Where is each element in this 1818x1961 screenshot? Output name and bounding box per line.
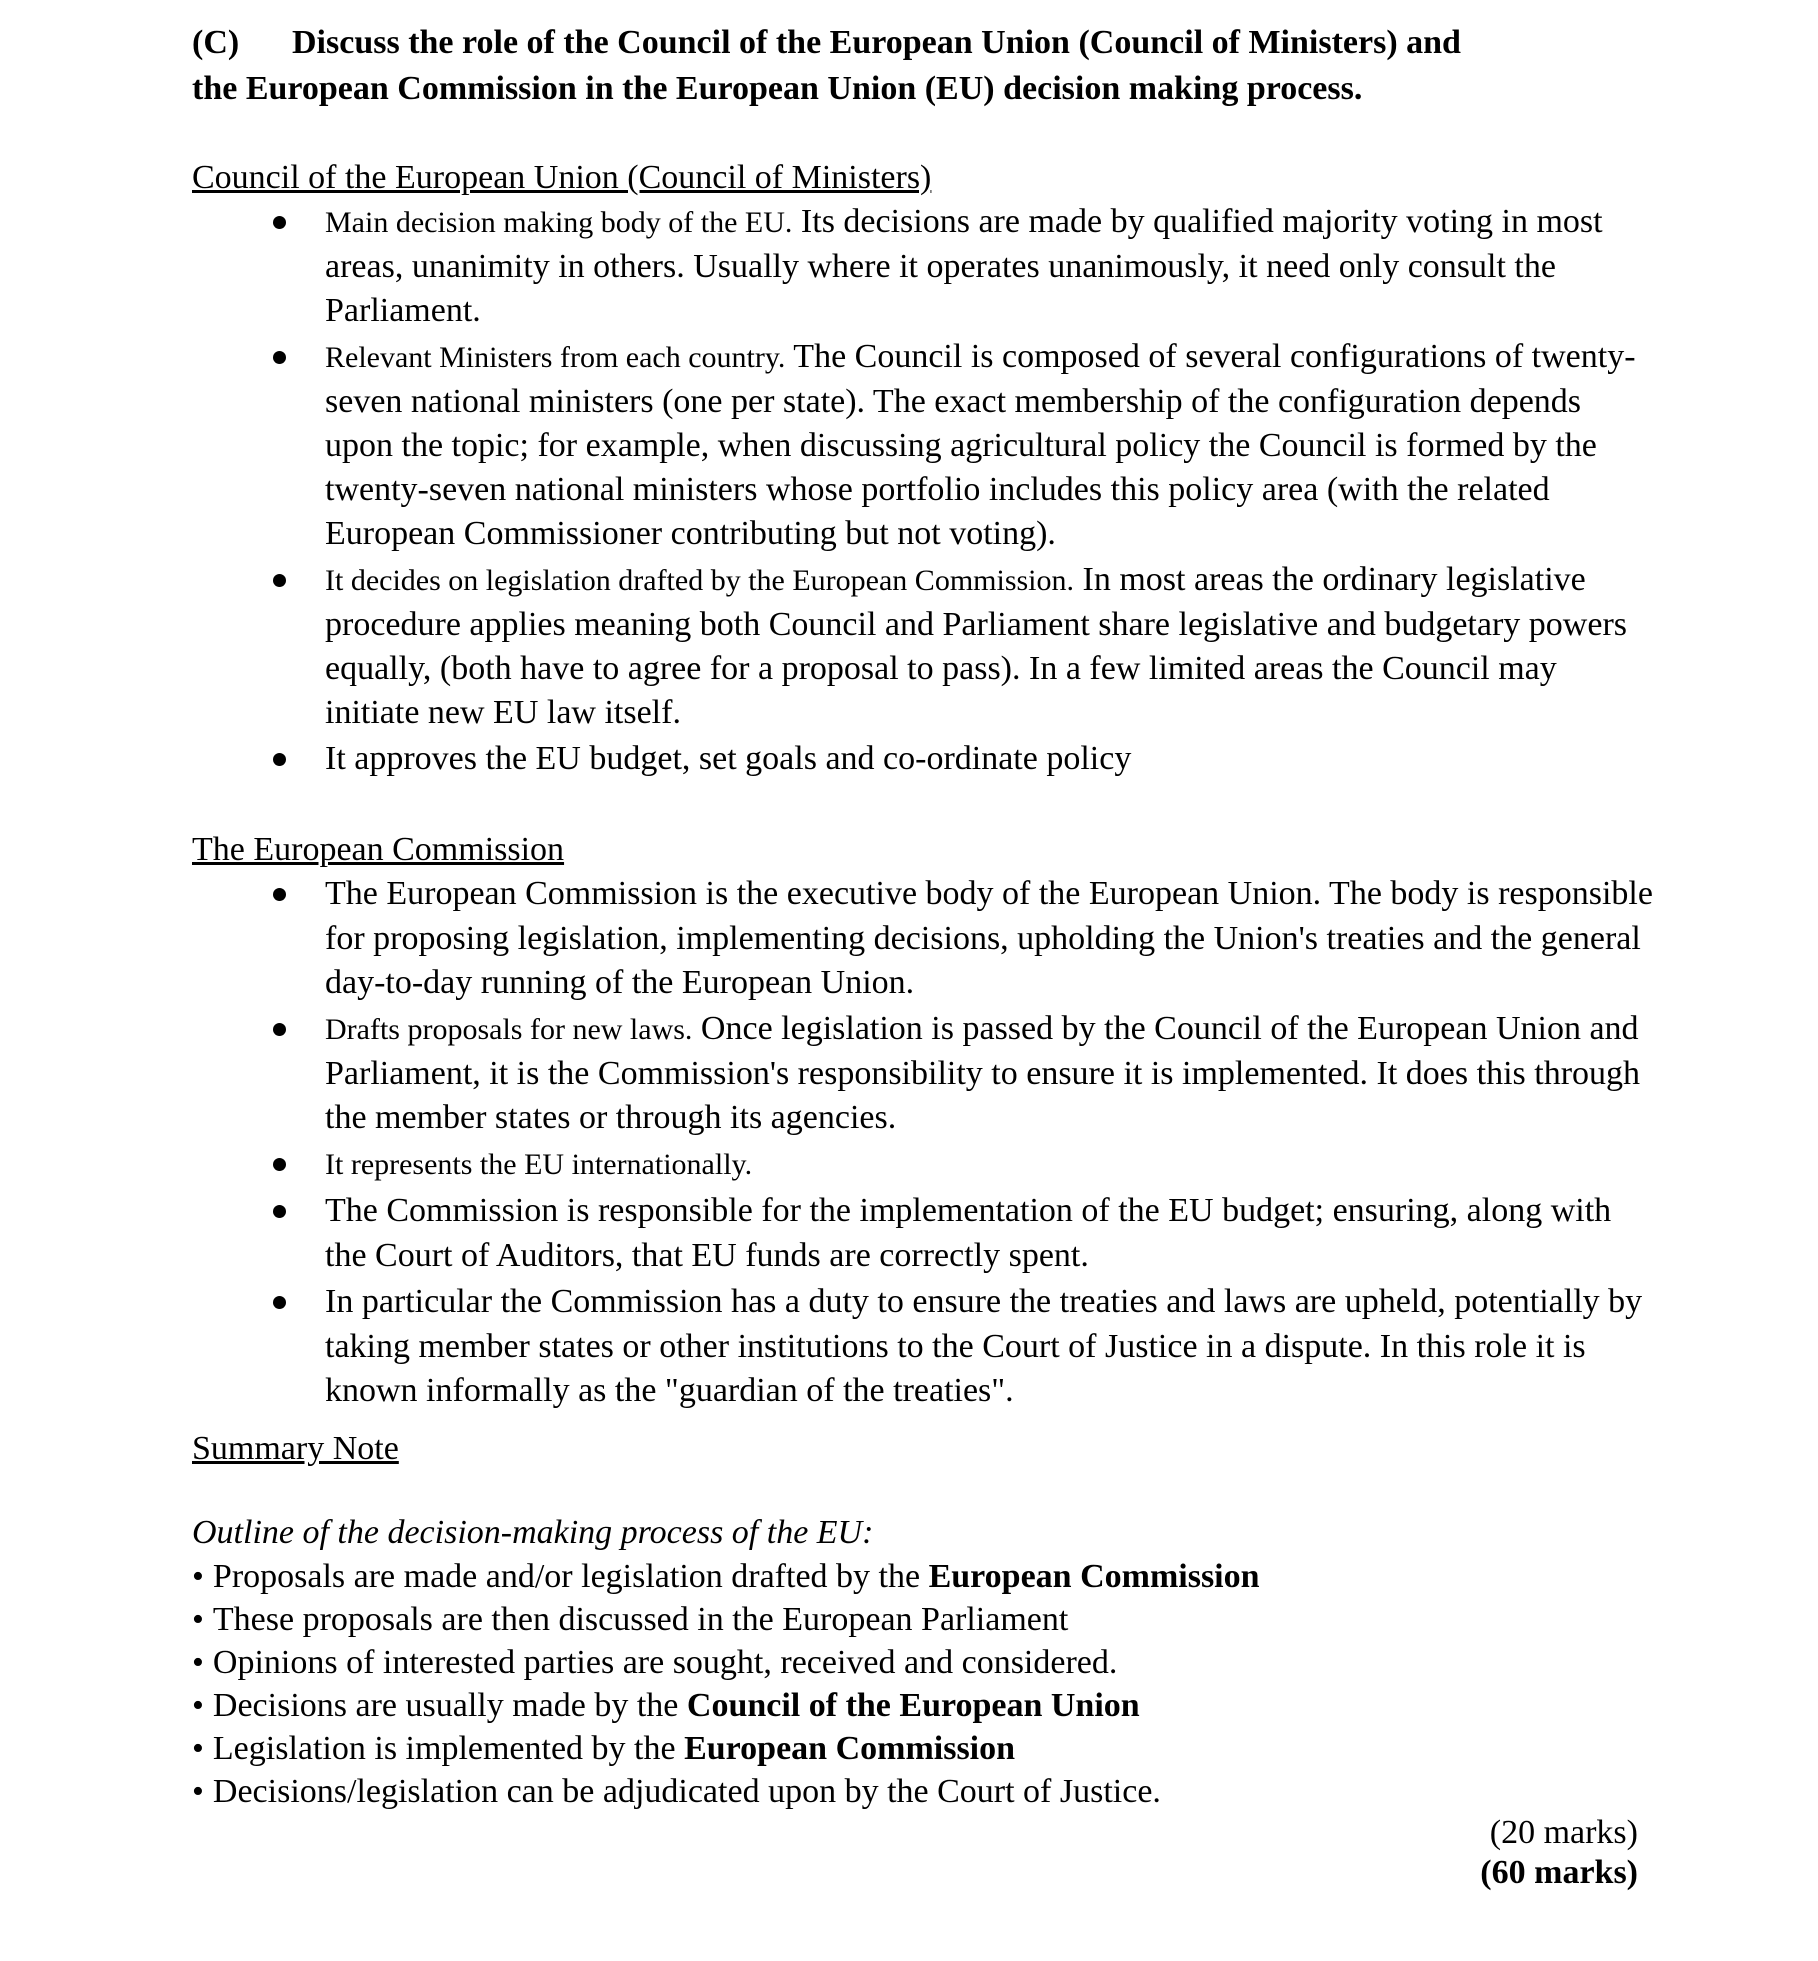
summary-item <box>192 1555 1653 1598</box>
bullet-item <box>192 872 1653 1005</box>
bullet-text: The European Commission is the executive body of the European Union. The body is responsible for proposing legislation, implementing decisions, upholding the Union's treaties and the general day-to-day running of the European Union. <box>325 875 1653 1001</box>
council-bullet-list <box>192 200 1653 782</box>
summary-intro: Outline of the decision-making process of the EU: <box>192 1514 874 1551</box>
bullet-marker <box>273 351 286 364</box>
bullet-marker <box>273 1296 286 1309</box>
bullet-item <box>192 1007 1653 1140</box>
bullet-lead-text: Main decision making body of the EU. <box>325 206 793 239</box>
summary-item <box>192 1770 1653 1813</box>
bullet-text: Its decisions are made by qualified majority voting in most areas, unanimity in others. Usually where it operates unanimously, it need only consult the Parliament. <box>325 203 1603 329</box>
bullet-item <box>192 558 1653 735</box>
bullet-item <box>192 200 1653 333</box>
section-heading-summary: Summary Note <box>192 1430 399 1467</box>
summary-item-bold: European Commission <box>928 1558 1260 1595</box>
summary-item-bold: European Commission <box>684 1730 1016 1767</box>
bullet-item <box>192 737 1653 782</box>
bullet-text: The Council is composed of several configurations of twenty-seven national ministers (one per state). The exact membership of the configuration depends upon the topic; for example, when discussing agricultural policy the Council is formed by the twenty-seven national ministers whose portfolio includes this policy area (with the related European Commissioner contributing but not voting). <box>325 338 1636 552</box>
bullet-marker <box>273 1158 286 1171</box>
summary-item-text: Legislation is implemented by the <box>212 1730 685 1767</box>
bullet-text: In particular the Commission has a duty to ensure the treaties and laws are upheld, potentially by taking member states or other institutions to the Court of Justice in a dispute. In this role it is known informally as the "guardian of the treaties". <box>325 1283 1643 1409</box>
marks-total: (60 marks) <box>1480 1854 1638 1891</box>
bullet-lead-text: It represents the EU internationally. <box>325 1148 753 1181</box>
summary-item <box>192 1727 1653 1770</box>
summary-item-text: Decisions/legislation can be adjudicated upon by the Court of Justice. <box>212 1773 1161 1810</box>
bullet-item <box>192 335 1653 556</box>
bullet-lead-text: It decides on legislation drafted by the European Commission. <box>325 564 1075 597</box>
bullet-lead-text: Relevant Ministers from each country. <box>325 341 786 374</box>
summary-item-text: Opinions of interested parties are sought, received and considered. <box>212 1644 1118 1681</box>
bullet-marker <box>273 1023 286 1036</box>
summary-item-text: These proposals are then discussed in the European Parliament <box>212 1601 1069 1638</box>
summary-item <box>192 1598 1653 1641</box>
bullet-lead-text: Drafts proposals for new laws. <box>325 1013 693 1046</box>
bullet-item <box>192 1142 1653 1187</box>
summary-item <box>192 1641 1653 1684</box>
question-label: (C) <box>192 24 240 61</box>
bullet-marker <box>273 1205 286 1218</box>
bullet-text: In most areas the ordinary legislative procedure applies meaning both Council and Parliament share legislative and budgetary powers equally, (both have to agree for a proposal to pass). In a few limited areas the Council may initiate new EU law itself. <box>325 561 1627 731</box>
bullet-text: The Commission is responsible for the implementation of the EU budget; ensuring, along with the Court of Auditors, that EU funds are correctly spent. <box>325 1192 1612 1274</box>
summary-item <box>192 1684 1653 1727</box>
section-heading-council: Council of the European Union (Council of Ministers) <box>192 159 932 196</box>
commission-bullet-list <box>192 872 1653 1413</box>
marks-question: (20 marks) <box>1489 1814 1638 1851</box>
question-title-line2: the European Commission in the European Union (EU) decision making process. <box>192 70 1363 107</box>
bullet-marker <box>273 216 286 229</box>
bullet-marker <box>273 574 286 587</box>
bullet-marker <box>273 888 286 901</box>
section-heading-commission: The European Commission <box>192 831 565 868</box>
bullet-item <box>192 1189 1653 1278</box>
question-title <box>192 20 1653 112</box>
summary-item-text: Proposals are made and/or legislation drafted by the <box>212 1558 929 1595</box>
summary-item-text: Decisions are usually made by the <box>212 1687 687 1724</box>
bullet-marker <box>273 753 286 766</box>
bullet-item <box>192 1280 1653 1413</box>
bullet-text: Once legislation is passed by the Council of the European Union and Parliament, it is the Commission's responsibility to ensure it is implemented. It does this through the member states or through its agencies. <box>325 1010 1641 1136</box>
question-title-line1: Discuss the role of the Council of the European Union (Council of Ministers) and <box>292 24 1461 61</box>
summary-item-bold: Council of the European Union <box>686 1687 1140 1724</box>
bullet-text: It approves the EU budget, set goals and co-ordinate policy <box>325 740 1132 777</box>
marks-block <box>192 1813 1653 1893</box>
